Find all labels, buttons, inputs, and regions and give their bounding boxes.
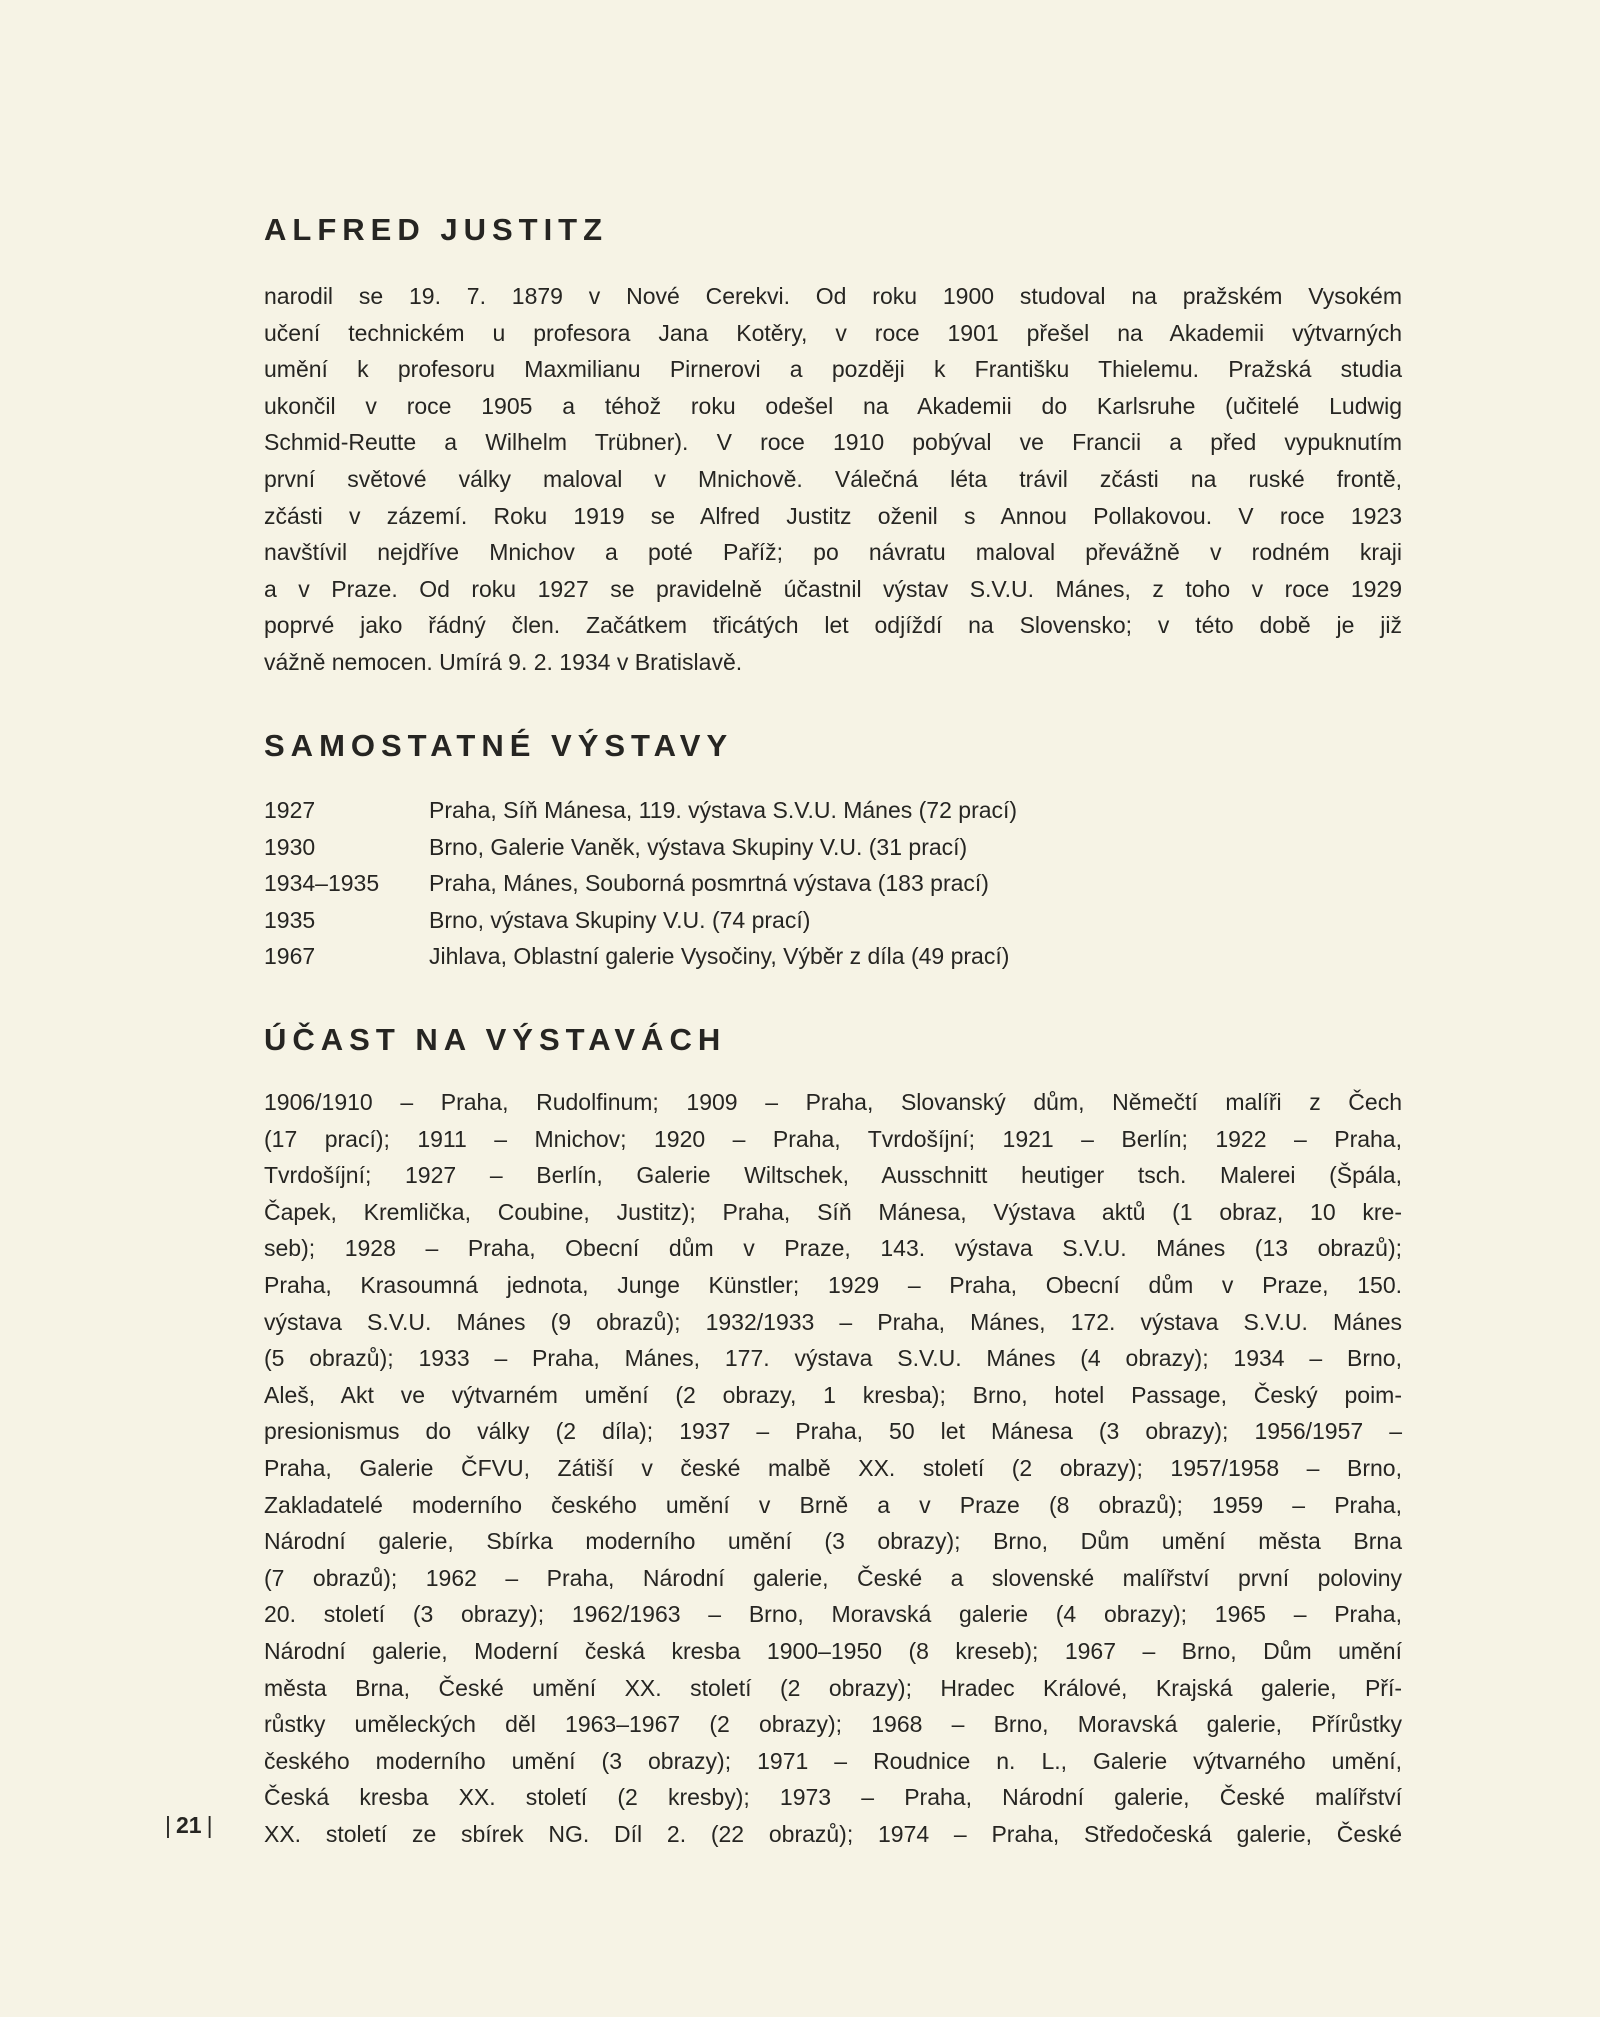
exhibition-year: 1935 bbox=[264, 906, 316, 933]
exhibition-place: Brno, výstava Skupiny V.U. (74 prací) bbox=[429, 906, 811, 933]
text-line: XX. století ze sbírek NG. Díl 2. (22 obrazů); 1974 – Praha, Středočeská galerie, České bbox=[264, 1820, 1402, 1847]
page-number-value: 21 bbox=[175, 1812, 202, 1838]
text-line: ukončil v roce 1905 a téhož roku odešel na Akademii do Karlsruhe (učitelé Ludwig bbox=[264, 392, 1402, 419]
text-line: růstky uměleckých děl 1963–1967 (2 obrazy); 1968 – Brno, Moravská galerie, Přírůstky bbox=[264, 1711, 1402, 1738]
exhibition-year: 1967 bbox=[264, 943, 316, 969]
text-line: Aleš, Akt ve výtvarném umění (2 obrazy, 1 kresba); Brno, hotel Passage, Český poim- bbox=[264, 1381, 1402, 1408]
text-line: Česká kresba XX. století (2 kresby); 1973 – Praha, Národní galerie, České malířství bbox=[264, 1784, 1402, 1811]
exhibition-year: 1934–1935 bbox=[264, 870, 380, 896]
group-exhibitions-heading: ÚČAST NA VÝSTAVÁCH bbox=[264, 1022, 727, 1057]
text-line: (7 obrazů); 1962 – Praha, Národní galerie, České a slovenské malířství první poloviny bbox=[264, 1564, 1402, 1591]
text-line: navštívil nejdříve Mnichov a poté Paříž; po návratu maloval převážně v rodném kraji bbox=[264, 539, 1402, 566]
text-line: českého moderního umění (3 obrazy); 1971 – Roudnice n. L., Galerie výtvarného umění, bbox=[264, 1747, 1402, 1774]
text-line: presionismus do války (2 díla); 1937 – Praha, 50 let Mánesa (3 obrazy); 1956/1957 – bbox=[264, 1418, 1402, 1445]
text-line: (5 obrazů); 1933 – Praha, Mánes, 177. výstava S.V.U. Mánes (4 obrazy); 1934 – Brno, bbox=[264, 1345, 1402, 1372]
exhibition-year: 1930 bbox=[264, 833, 316, 860]
text-line: umění k profesoru Maxmilianu Pirnerovi a později k Františku Thielemu. Pražská studia bbox=[264, 356, 1402, 383]
exhibition-year: 1927 bbox=[264, 797, 316, 823]
text-line: učení technickém u profesora Jana Kotěry, v roce 1901 přešel na Akademii výtvarných bbox=[264, 319, 1402, 346]
biography-paragraph bbox=[264, 278, 1402, 681]
text-line: Zakladatelé moderního českého umění v Brně a v Praze (8 obrazů); 1959 – Praha, bbox=[264, 1491, 1402, 1518]
text-line: (17 prací); 1911 – Mnichov; 1920 – Praha, Tvrdošíjní; 1921 – Berlín; 1922 – Praha, bbox=[264, 1125, 1402, 1152]
text-line: Národní galerie, Moderní česká kresba 1900–1950 (8 kreseb); 1967 – Brno, Dům umění bbox=[264, 1637, 1402, 1664]
exhibition-place: Praha, Mánes, Souborná posmrtná výstava (183 prací) bbox=[429, 870, 989, 896]
exhibition-place: Jihlava, Oblastní galerie Vysočiny, Výběr z díla (49 prací) bbox=[429, 943, 1010, 969]
text-line: Tvrdošíjní; 1927 – Berlín, Galerie Wiltschek, Ausschnitt heutiger tsch. Malerei (Špála, bbox=[264, 1162, 1402, 1189]
text-line: města Brna, České umění XX. století (2 obrazy); Hradec Králové, Krajská galerie, Pří- bbox=[264, 1674, 1402, 1701]
text-line: narodil se 19. 7. 1879 v Nové Cerekvi. Od roku 1900 studoval na pražském Vysokém bbox=[264, 283, 1402, 309]
text-line: Praha, Krasoumná jednota, Junge Künstler; 1929 – Praha, Obecní dům v Praze, 150. bbox=[264, 1271, 1402, 1298]
exhibition-place: Brno, Galerie Vaněk, výstava Skupiny V.U. (31 prací) bbox=[429, 833, 968, 860]
solo-exhibitions-heading: SAMOSTATNÉ VÝSTAVY bbox=[264, 728, 734, 763]
text-line: Schmid-Reutte a Wilhelm Trübner). V roce 1910 pobýval ve Francii a před vypuknutím bbox=[264, 429, 1402, 456]
text-line: Praha, Galerie ČFVU, Zátiší v české malbě XX. století (2 obrazy); 1957/1958 – Brno, bbox=[264, 1454, 1402, 1481]
text-line: seb); 1928 – Praha, Obecní dům v Praze, 143. výstava S.V.U. Mánes (13 obrazů); bbox=[264, 1235, 1402, 1262]
group-exhibitions-paragraph bbox=[264, 1084, 1402, 1852]
page-title: ALFRED JUSTITZ bbox=[264, 212, 609, 247]
text-line: a v Praze. Od roku 1927 se pravidelně účastnil výstav S.V.U. Mánes, z toho v roce 1929 bbox=[264, 575, 1402, 602]
text-line: 1906/1910 – Praha, Rudolfinum; 1909 – Praha, Slovanský dům, Němečtí malíři z Čech bbox=[264, 1089, 1402, 1115]
exhibition-place: Praha, Síň Mánesa, 119. výstava S.V.U. Mánes (72 prací) bbox=[429, 797, 1018, 823]
text-line: poprvé jako řádný člen. Začátkem třicátých let odjíždí na Slovensko; v této době je již bbox=[264, 612, 1402, 639]
text-line: Čapek, Kremlička, Coubine, Justitz); Praha, Síň Mánesa, Výstava aktů (1 obraz, 10 kre- bbox=[264, 1198, 1402, 1225]
text-line: první světové války maloval v Mnichově. Válečná léta trávil zčásti na ruské frontě, bbox=[264, 465, 1402, 492]
text-line: 20. století (3 obrazy); 1962/1963 – Brno, Moravská galerie (4 obrazy); 1965 – Praha, bbox=[264, 1601, 1402, 1628]
page-number: | 21 | bbox=[165, 1812, 213, 1838]
text-line: výstava S.V.U. Mánes (9 obrazů); 1932/1933 – Praha, Mánes, 172. výstava S.V.U. Mánes bbox=[264, 1308, 1402, 1335]
text-line: Národní galerie, Sbírka moderního umění (3 obrazy); Brno, Dům umění města Brna bbox=[264, 1528, 1402, 1555]
text-line: vážně nemocen. Umírá 9. 2. 1934 v Bratislavě. bbox=[264, 648, 743, 675]
text-line: zčásti v zázemí. Roku 1919 se Alfred Justitz oženil s Annou Pollakovou. V roce 1923 bbox=[264, 502, 1402, 529]
